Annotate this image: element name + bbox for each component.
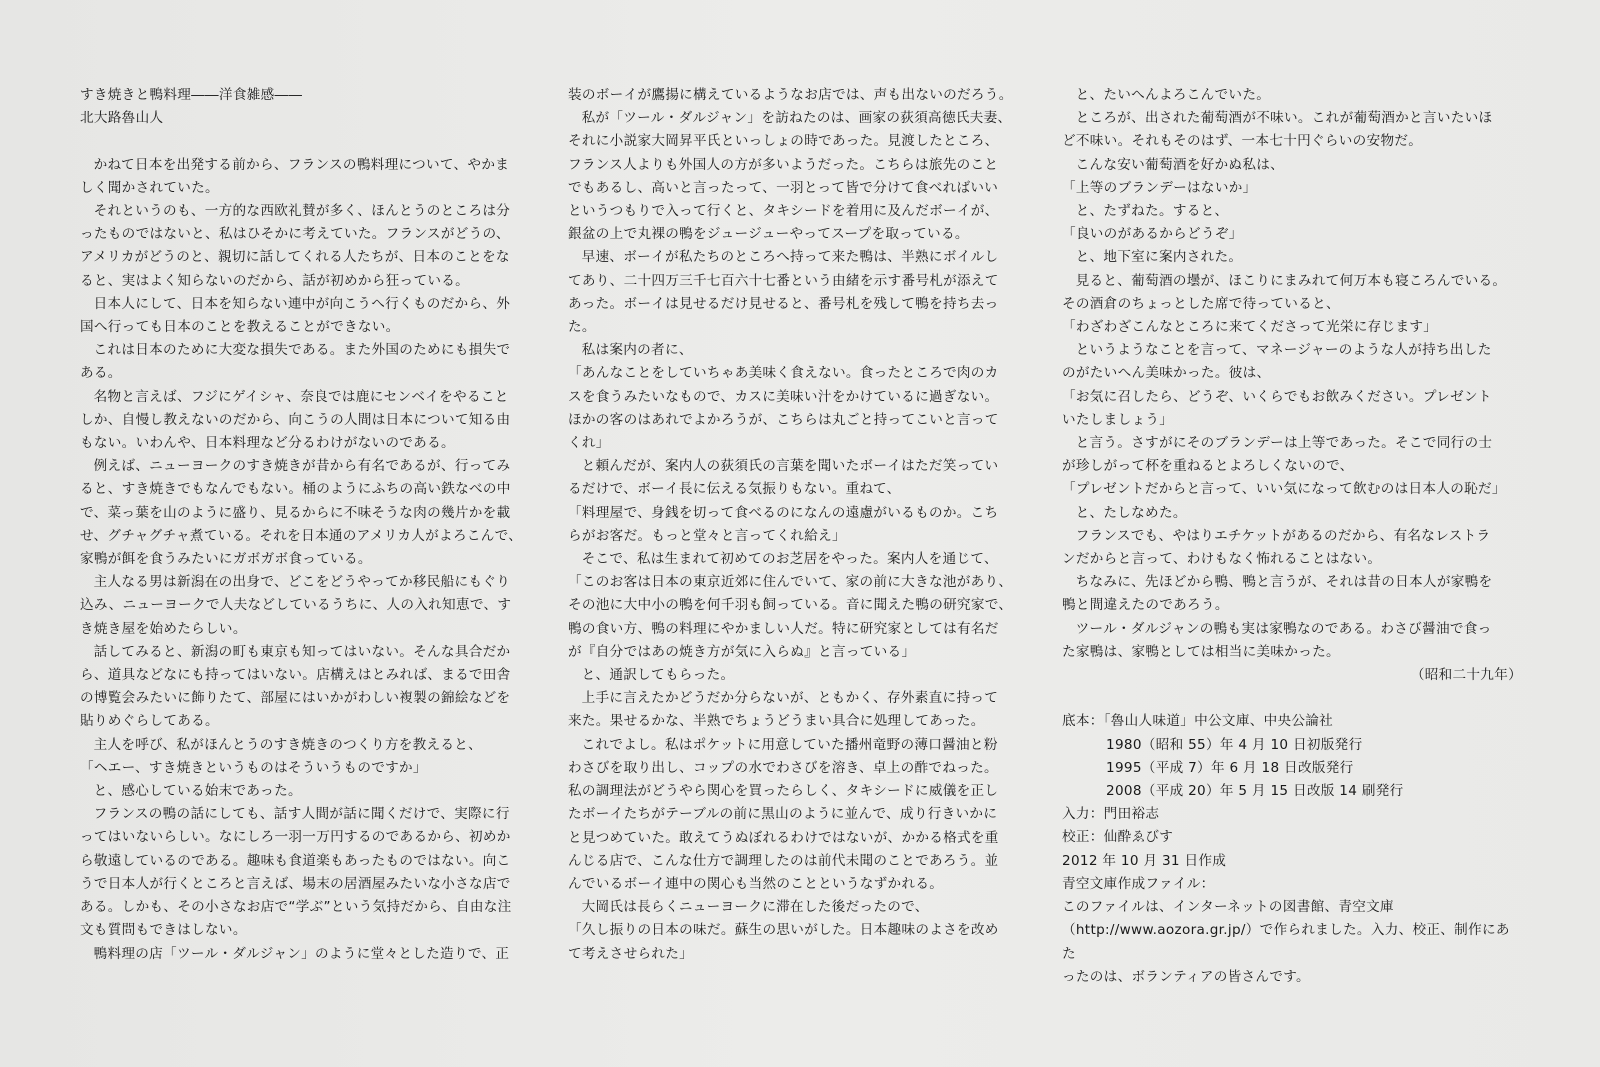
paragraph: フランスでも、やはりエチケットがあるのだから、有名なレストラ ンだからと言って、わけもなく怖れることはない。 (1062, 527, 1491, 568)
paragraph: それというのも、一方的な西欧礼賛が多く、ほんとうのところは分 ったものではないと、私はひそかに考えていた。フランスがどうの、 アメリカがどうのと、親切に話してくれる人たちが、日本のことをな ると、実はよく知らないのだから、話が初めから狂っている。 (80, 203, 511, 289)
essay-title: すき焼きと鴨料理――洋食雑感―― (80, 87, 303, 103)
blank-line (80, 130, 528, 153)
paragraph: ちなみに、先ほどから鴨、鴨と言うが、それは昔の日本人が家鴨を 鴨と間違えたのであろう。 (1062, 574, 1493, 614)
essay-date: （昭和二十九年） (1410, 667, 1522, 684)
paragraph: 例えば、ニューヨークのすき焼きが昔から有名であるが、行ってみ ると、すき焼きでもなんでもない。桶のようにふちの高い鉄なべの中 で、菜っ葉を山のように盛り、見るからに不味そうな肉の幾片かを載 せ、グチャグチャ煮ている。それを日本通のアメリカ人がよろこんで、 家鴨が餌を食うみたいにガボガボ食っている。 (80, 458, 523, 568)
paragraph: 主人を呼び、私がほんとうのすき焼きのつくり方を教えると、 (93, 736, 483, 753)
paragraph: 見ると、葡萄酒の壜が、ほこりにまみれて何万本も寝ころんでいる。 その酒倉のちょっとした席で待っていると、 (1062, 272, 1507, 312)
colophon-edition: 2008（平成 20）年 5 月 15 日改版 14 刷発行 (1106, 783, 1404, 800)
paragraph: これでよし。私はポケットに用意していた播州竜野の薄口醤油と粉 わさびを取り出し、コップの水でわさびを溶き、卓上の酢でねった。 私の調理法がどうやら関心を買ったらしく、タキシードに威儀を正し たボーイたちがテーブルの前に黒山のように並んで、成り行きいかに と見つめていた。敢えてうぬぼれるわけではないが、かかる格式を重 んじる店で、こんな仕方で調理したのは前代未聞のことであろう。並 んでいるボーイ連中の関心も当然のことというなずかれる。 (568, 736, 999, 892)
paragraph: 「良いのがあるからどうぞ」 (1062, 226, 1243, 243)
column-3-body (1062, 84, 1522, 664)
colophon-created: 2012 年 10 月 31 日作成 (1062, 852, 1227, 869)
paragraph: と、たいへんよろこんでいた。 (1075, 87, 1271, 103)
paragraph: 「プレゼントだからと言って、いい気になって飲むのは日本人の恥だ」 (1062, 481, 1506, 498)
paragraph: そこで、私は生まれて初めてのお芝居をやった。案内人を通じて、 (581, 551, 998, 568)
paragraph: 「お気に召したら、どうぞ、いくらでもお飲みください。プレゼント いたしましょう」 (1062, 388, 1492, 428)
paragraph: フランスの鴨の話にしても、話す人間が話に聞くだけで、実際に行 ってはいないらしい。なにしろ一羽一万円するのであるから、初めか ら敬遠しているのである。趣味も食道楽もあったものではない。向こ うで日本人が行くところと言えば、場末の居酒屋みたいな小さな店で ある。しかも、その小さなお店で“学ぶ”という気持だから、自由な注 文も質問もできはしない。 (80, 806, 512, 939)
paragraph: 私は案内の者に、 (581, 342, 693, 359)
column-2 (568, 84, 1026, 966)
paragraph: と、地下室に案内された。 (1075, 249, 1243, 266)
paragraph: と頼んだが、案内人の荻須氏の言葉を聞いたボーイはただ笑ってい るだけで、ボーイ長に伝える気振りもない。重ねて、 (568, 458, 999, 498)
paragraph: 装のボーイが鷹揚に構えているようなお店では、声も出ないのだろう。 (568, 87, 1013, 103)
colophon-source: 底本：「魯山人味道」中公文庫、中央公論社 (1062, 713, 1334, 730)
paragraph: 「上等のブランデーはないか」 (1062, 179, 1257, 196)
colophon-input: 入力：門田裕志 (1062, 806, 1160, 823)
paragraph: これは日本のために大変な損失である。また外国のためにも損失で ある。 (80, 342, 511, 382)
paragraph: ツール・ダルジャンの鴨も実は家鴨なのである。わさび醤油で食っ た家鴨は、家鴨としては相当に美味かった。 (1062, 620, 1492, 660)
blank-line (1062, 687, 1522, 710)
paragraph: 「わざわざこんなところに来てくださって光栄に存じます」 (1062, 319, 1438, 336)
column-1 (80, 84, 528, 966)
column-2-body (568, 84, 1026, 966)
paragraph: こんな安い葡萄酒を好かぬ私は、 (1075, 156, 1284, 173)
paragraph: 「このお客は日本の東京近郊に住んでいて、家の前に大きな池があり、 その池に大中小の鴨を何千羽も飼っている。音に聞えた鴨の研究家で、 鴨の食い方、鴨の料理にやかましい人だ。特に研究家としては有名だ が『自分ではあの焼き方が気に入らぬ』と言っている」 (568, 574, 1013, 660)
paragraph: 日本人にして、日本を知らない連中が向こうへ行くものだから、外 国へ行っても日本のことを教えることができない。 (80, 295, 511, 336)
paragraph: かねて日本を出発する前から、フランスの鴨料理について、やかま しく聞かされていた。 (80, 156, 510, 196)
paragraph: と、たしなめた。 (1075, 504, 1187, 521)
paragraph: 「ヘエー、すき焼きというものはそういうものですか」 (80, 759, 427, 776)
paragraph: ところが、出された葡萄酒が不味い。これが葡萄酒かと言いたいほ ど不味い。それもそのはず、一本七十円ぐらいの安物だ。 (1062, 110, 1493, 150)
paragraph: 「料理屋で、身銭を切って食べるのになんの遠慮がいるものか。こち らがお客だ。もっと堂々と言ってくれ給え」 (568, 504, 999, 544)
paragraph: と、感心している始末であった。 (93, 783, 302, 800)
paragraph: 私が「ツール・ダルジャン」を訪ねたのは、画家の荻須高徳氏夫妻、 それに小説家大岡昇平氏といっしょの時であった。見渡したところ、 フランス人よりも外国人の方が多いようだった。こちらは旅先のこと でもあるし、高いと言ったって、一羽とって皆で分けて食べればいい というつもりで入って行くと、タキシードを着用に及んだボーイが、 銀盆の上で丸裸の鴨をジュージューやってスープを取っている。 (568, 110, 1012, 243)
colophon-aozora-label: 青空文庫作成ファイル： (1062, 875, 1215, 892)
paragraph: というようなことを言って、マネージャーのような人が持ち出した のがたいへん美味かった。彼は、 (1062, 342, 1492, 382)
paragraph: 主人なる男は新潟在の出身で、どこをどうやってか移民船にもぐり 込み、ニューヨークで人夫などしているうちに、人の入れ知恵で、す き焼き屋を始めたらしい。 (80, 574, 512, 637)
colophon-aozora-text: このファイルは、インターネットの図書館、青空文庫 （http://www.aozora.gr.jp/）で作られました。入力、校正、制作にあた ったのは、ボランティアの皆さんです。 (1062, 899, 1510, 985)
paragraph: 名物と言えば、フジにゲイシャ、奈良では鹿にセンベイをやること しか、自慢し教えないのだから、向こうの人間は日本について知る由 もない。いわんや、日本料理など分るわけがないのである。 (80, 388, 511, 452)
paragraph: 大岡氏は長らくニューヨークに滞在した後だったので、 (581, 899, 929, 916)
colophon-edition: 1980（昭和 55）年 4 月 10 日初版発行 (1106, 736, 1363, 753)
paragraph: 話してみると、新潟の町も東京も知ってはいない。そんな具合だか ら、道具などなにも持ってはいない。店構えはとみれば、まるで田舎 の博覧会みたいに飾りたて、部屋にはいかがわしい複製の錦絵などを 貼りめぐらしてある。 (80, 643, 511, 730)
column-3 (1062, 84, 1522, 989)
paragraph: と、たずねた。すると、 (1075, 203, 1229, 220)
paragraph: と言う。さすがにそのブランデーは上等であった。そこで同行の士 が珍しがって杯を重ねるとよろしくないので、 (1062, 435, 1493, 475)
paragraph: 鴨料理の店「ツール・ダルジャン」のように堂々とした造りで、正 (93, 945, 510, 962)
paragraph: 「久し振りの日本の味だ。蘇生の思いがした。日本趣味のよさを改め て考えさせられた」 (568, 922, 999, 962)
paragraph: と、通訳してもらった。 (581, 667, 735, 684)
essay-author: 北大路魯山人 (80, 110, 164, 127)
paragraph: 「あんなことをしていちゃあ美味く食えない。食ったところで肉のカ スを食うみたいなもので、カスに美味い汁をかけているに過ぎない。 ほかの客のはあれでよかろうが、こちらは丸ごと持ってこいと言って くれ」 (568, 365, 999, 452)
paragraph: 早速、ボーイが私たちのところへ持って来た鴨は、半熟にボイルし てあり、二十四万三千七百六十七番という由緒を示す番号札が添えて あった。ボーイは見せるだけ見せると、番号札を残して鴨を持ち去っ た。 (568, 249, 999, 336)
colophon-edition: 1995（平成 7）年 6 月 18 日改版発行 (1106, 759, 1354, 776)
paragraph: 上手に言えたかどうだか分らないが、ともかく、存外素直に持って 来た。果せるかな、半熟でちょうどうまい具合に処理してあった。 (568, 690, 999, 730)
colophon-proof: 校正：仙酔ゑびす (1062, 829, 1174, 846)
column-1-body (80, 154, 528, 966)
